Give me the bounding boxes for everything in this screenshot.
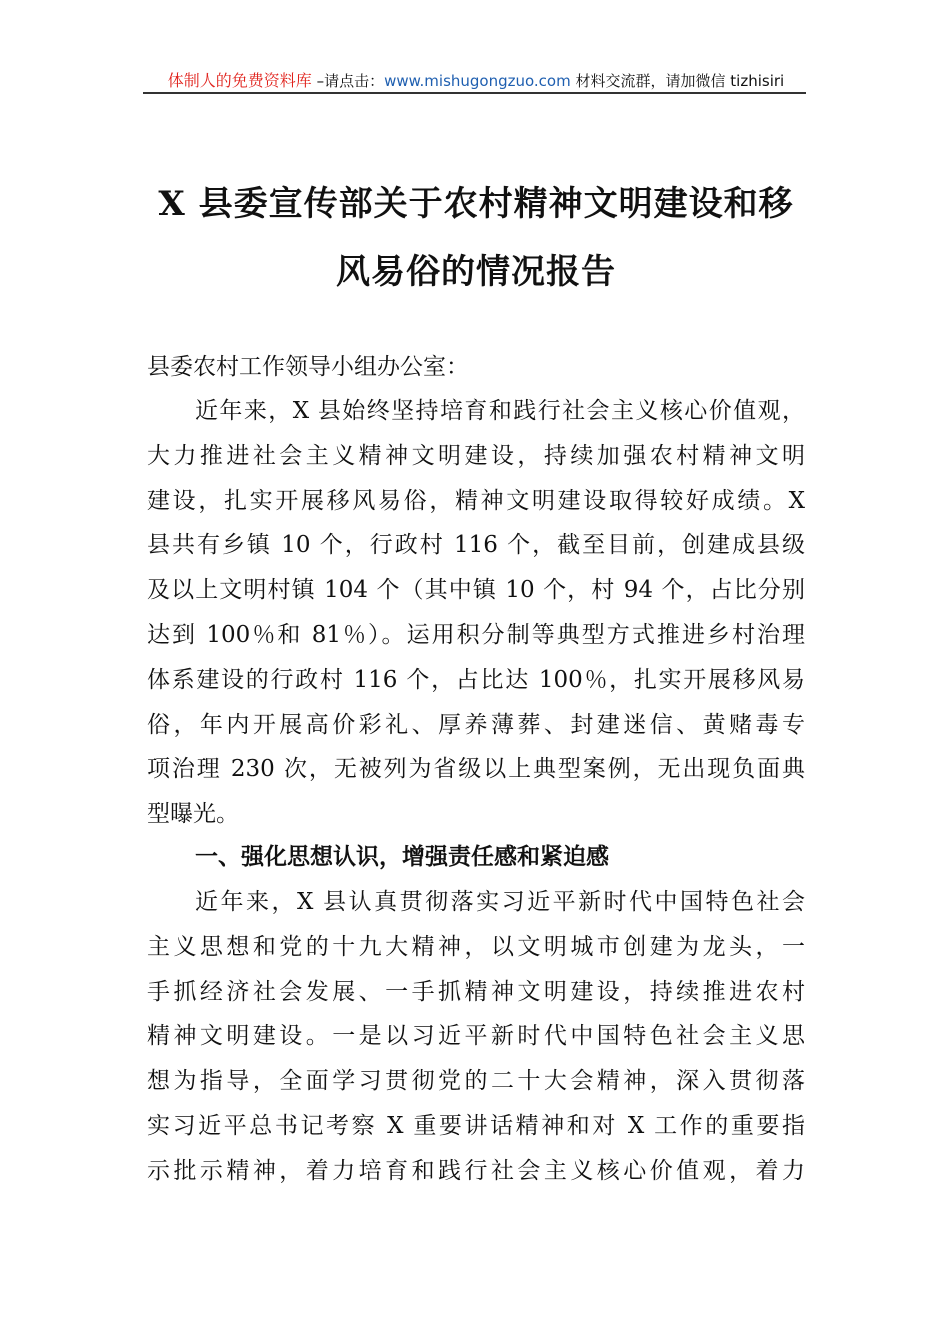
paragraph-line: 精神文明建设。一是以习近平新时代中国特色社会主义思 [147, 1023, 805, 1050]
paragraph-line: 及以上文明村镇 104 个（其中镇 10 个，村 94 个，占比分别 [147, 577, 805, 604]
paragraph-line: 型曝光。 [147, 801, 239, 828]
paragraph-line: 达到 100％和 81％）。运用积分制等典型方式推进乡村治理 [147, 622, 805, 648]
paragraph-line: 俗，年内开展高价彩礼、厚养薄葬、封建迷信、黄赌毒专 [147, 711, 805, 738]
website-link[interactable]: www.mishugongzuo.com [384, 72, 571, 90]
document-title-line-1: X 县委宣传部关于农村精神文明建设和移 [158, 184, 794, 224]
brand-text: 体制人的免费资料库 [167, 71, 312, 90]
paragraph-line: 体系建设的行政村 116 个，占比达 100％，扎实开展移风易 [147, 666, 805, 693]
section-heading-1: 一、强化思想认识，增强责任感和紧迫感 [195, 844, 609, 870]
paragraph-line: 县共有乡镇 10 个，行政村 116 个，截至目前，创建成县级 [147, 532, 805, 559]
paragraph-line: 实习近平总书记考察 X 重要讲话精神和对 X 工作的重要指 [147, 1113, 805, 1139]
paragraph-line: 想为指导，全面学习贯彻党的二十大会精神，深入贯彻落 [147, 1068, 805, 1095]
header-banner [147, 68, 805, 91]
prompt-text: –请点击： [316, 72, 385, 90]
paragraph-line: 项治理 230 次，无被列为省级以上典型案例，无出现负面典 [147, 756, 805, 783]
wechat-text: 材料交流群，请加微信 tizhisiri [575, 72, 785, 90]
document-title-line-2: 风易俗的情况报告 [336, 252, 616, 292]
header-divider [143, 92, 806, 94]
paragraph-line: 近年来，X 县认真贯彻落实习近平新时代中国特色社会 [195, 889, 805, 915]
paragraph-line: 手抓经济社会发展、一手抓精神文明建设，持续推进农村 [147, 978, 805, 1005]
paragraph-line: 建设，扎实开展移风易俗，精神文明建设取得较好成绩。X [147, 487, 805, 514]
salutation: 县委农村工作领导小组办公室： [147, 354, 469, 380]
paragraph-line: 近年来，X 县始终坚持培育和践行社会主义核心价值观， [195, 398, 805, 424]
paragraph-line: 示批示精神，着力培育和践行社会主义核心价值观，着力 [147, 1157, 805, 1184]
paragraph-line: 主义思想和党的十九大精神，以文明城市创建为龙头，一 [147, 933, 805, 960]
paragraph-line: 大力推进社会主义精神文明建设，持续加强农村精神文明 [147, 442, 805, 469]
